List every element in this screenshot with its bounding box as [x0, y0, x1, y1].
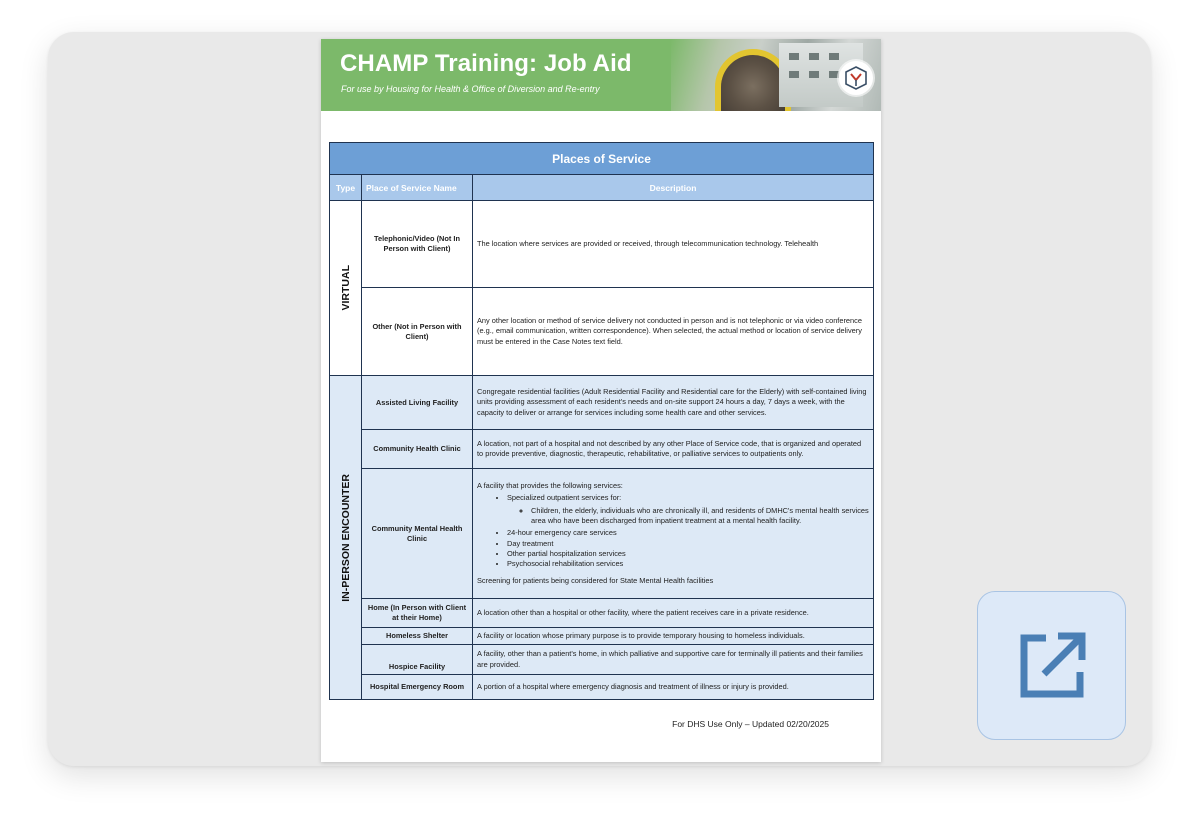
table-row [330, 201, 874, 288]
table-row [330, 288, 874, 376]
header-type: Type [330, 175, 362, 201]
table-row [330, 430, 874, 469]
list-item: • Psychosocial rehabilitation services [507, 559, 869, 569]
table-row [330, 469, 874, 599]
list-item: • 24-hour emergency care services [507, 528, 869, 538]
place-name: Hospice Facility [362, 645, 473, 675]
header-description: Description [473, 175, 874, 201]
description-intro: A facility that provides the following services: [477, 481, 623, 491]
description-outro: Screening for patients being considered for State Mental Health facilities [477, 575, 714, 585]
place-name: Community Health Clinic [362, 430, 473, 469]
table-title: Places of Service [330, 143, 874, 175]
document-banner [321, 39, 881, 111]
table-row [330, 599, 874, 628]
place-name: Community Mental Health Clinic [362, 469, 473, 599]
list-item: ◦ Children, the elderly, individuals who are chronically ill, and residents of DMHC's mental health services area who have been discharged from inpatient treatment at a mental health facility. [531, 506, 869, 527]
services-list [477, 493, 869, 569]
type-virtual: VIRTUAL [330, 201, 362, 376]
place-description: A location other than a hospital or other facility, where the patient receives care in a private residence. [473, 599, 874, 628]
place-description: A facility, other than a patient's home, in which palliative and supportive care for terminally ill patients and their families are provided. [473, 645, 874, 675]
banner-subtitle: For use by Housing for Health & Office of Diversion and Re-entry [341, 84, 600, 94]
places-of-service-table [329, 142, 874, 700]
document-page [321, 39, 881, 762]
place-name: Other (Not in Person with Client) [362, 288, 473, 376]
place-description [473, 469, 874, 599]
banner-title: CHAMP Training: Job Aid [340, 50, 632, 77]
place-name: Home (In Person with Client at their Home) [362, 599, 473, 628]
place-description: A facility or location whose primary purpose is to provide temporary housing to homeless individuals. [473, 628, 874, 645]
county-seal-logo [839, 61, 873, 95]
table-row [330, 628, 874, 645]
place-description: A portion of a hospital where emergency diagnosis and treatment of illness or injury is provided. [473, 675, 874, 700]
table-row [330, 675, 874, 700]
table-row [330, 645, 874, 675]
list-item: • Day treatment [507, 539, 869, 549]
header-name: Place of Service Name [362, 175, 473, 201]
banner-photo [671, 39, 881, 111]
place-description: A location, not part of a hospital and not described by any other Place of Service code, that is organized and operated to provide preventive, diagnostic, therapeutic, rehabilitative, or palliative services to outpatients only. [473, 430, 874, 469]
place-name: Homeless Shelter [362, 628, 473, 645]
external-link-icon [1014, 628, 1090, 704]
type-in-person: IN-PERSON ENCOUNTER [330, 376, 362, 700]
document-footer: For DHS Use Only – Updated 02/20/2025 [672, 719, 829, 729]
list-item: • Specialized outpatient services for: ◦ Children, the elderly, individuals who are chronically ill, and residents of DMHC's mental health services area who have been discharged from inpatient treatment at a mental health facility. [507, 493, 869, 526]
place-description: Congregate residential facilities (Adult Residential Facility and Residential care for the Elderly) with self-contained living units providing assessment of each resident's needs and on-site support 24 hours a day, 7 days a week, with the capacity to deliver or arrange for services including some health care and other services. [473, 376, 874, 430]
list-item: • Other partial hospitalization services [507, 549, 869, 559]
place-description: The location where services are provided or received, through telecommunication technology. Telehealth [473, 201, 874, 288]
place-name: Assisted Living Facility [362, 376, 473, 430]
open-external-button[interactable] [977, 591, 1126, 740]
place-description: Any other location or method of service delivery not conducted in person and is not telephonic or via video conference (e.g., email communication, written correspondence). When selected, the actual method or location of service delivery must be entered in the Case Notes text field. [473, 288, 874, 376]
place-name: Hospital Emergency Room [362, 675, 473, 700]
place-name: Telephonic/Video (Not In Person with Client) [362, 201, 473, 288]
table-row [330, 376, 874, 430]
